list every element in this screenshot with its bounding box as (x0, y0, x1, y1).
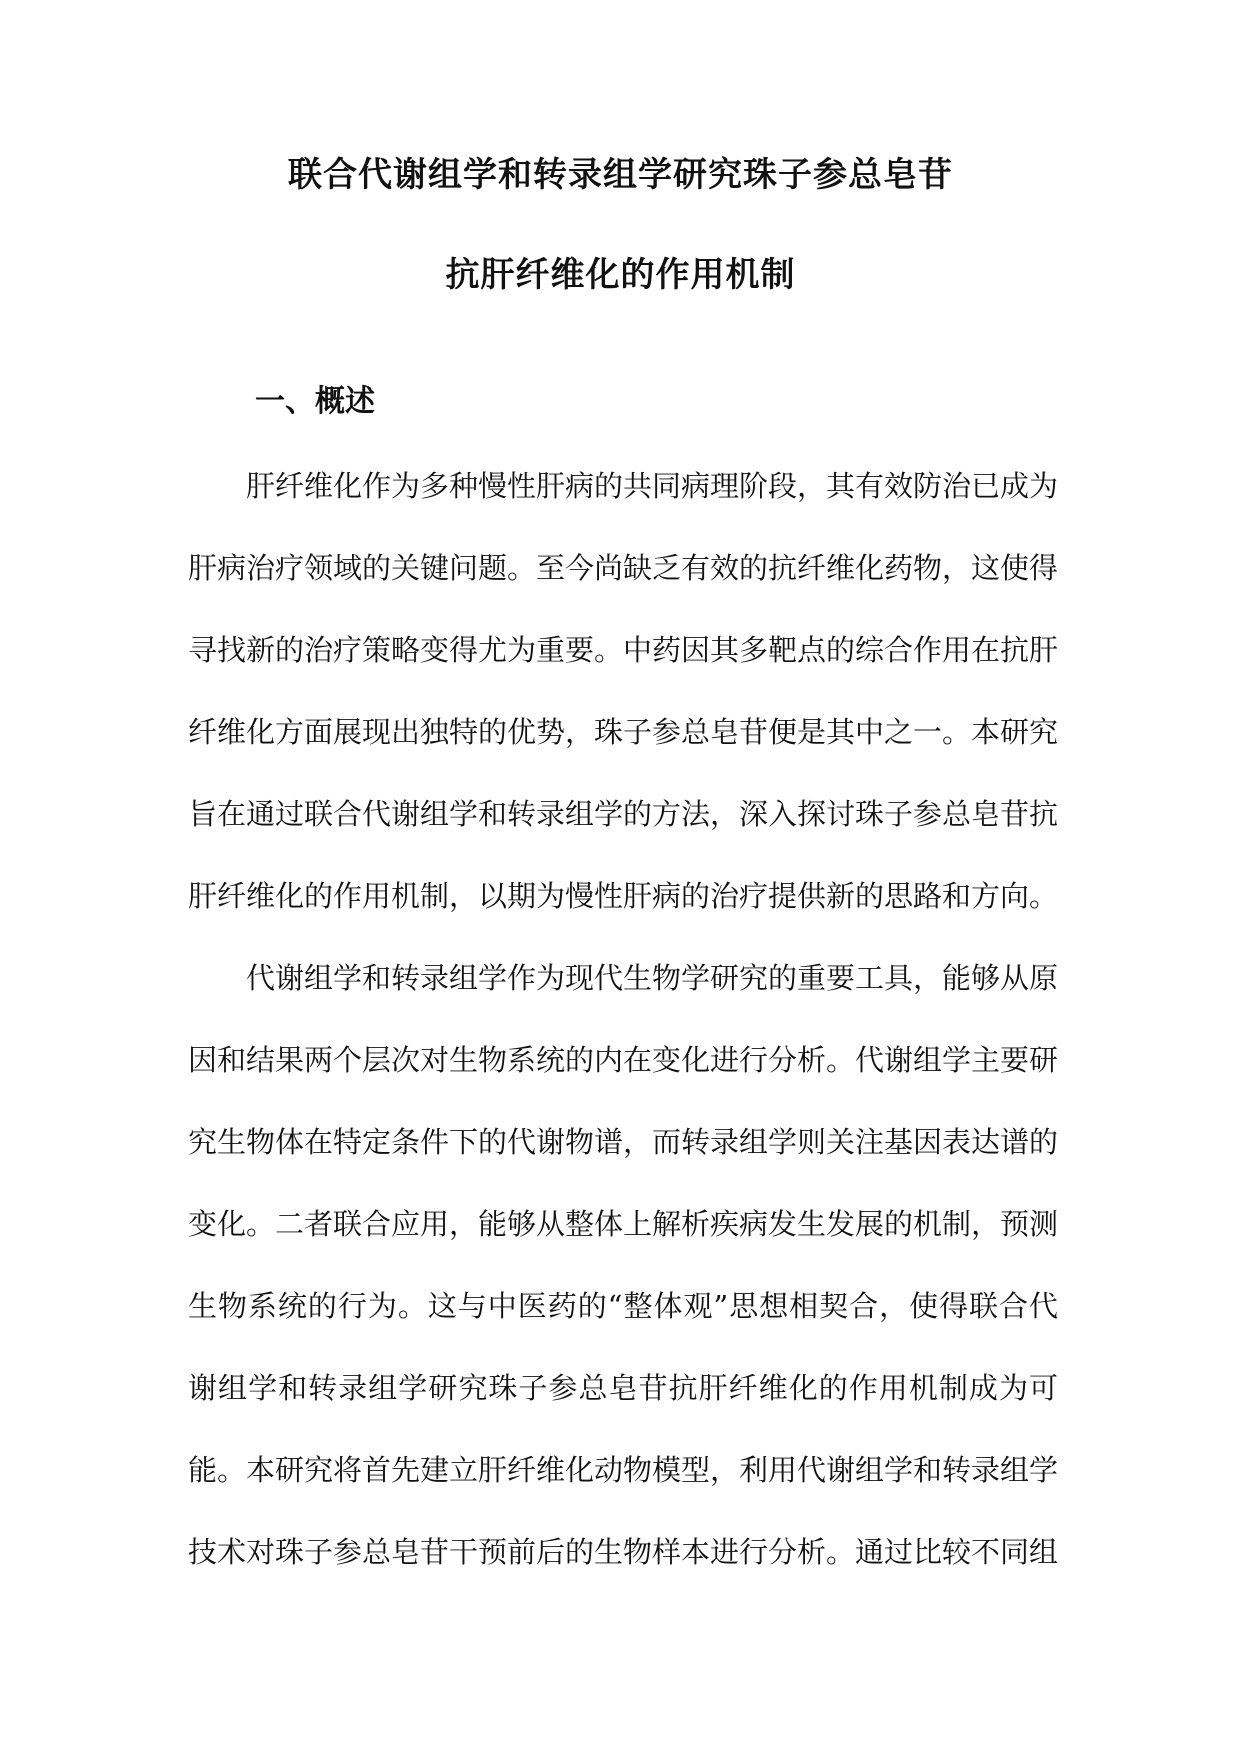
paragraph-line: 肝纤维化作为多种慢性肝病的共同病理阶段，其有效防治已成为 (246, 469, 1059, 503)
paragraph-line: 肝病治疗领域的关键问题。至今尚缺乏有效的抗纤维化药物，这使得 (188, 551, 1059, 585)
paragraph-line: 能。 (188, 1453, 247, 1487)
paragraph-line: 旨在通过联合代谢组学和转录组学的方法，深入探讨珠子参总皂苷抗 (188, 797, 1059, 831)
paragraph-3 (188, 1429, 1058, 1593)
document-title-line-1: 联合代谢组学和转录组学研究珠子参总皂苷 (288, 155, 953, 195)
paragraph-1 (188, 445, 1058, 937)
paragraph-line: 谢组学和转录组学研究珠子参总皂苷抗肝纤维化的作用机制成为可 (188, 1371, 1058, 1405)
paragraph-line: 生物系统的行为。这与中医药的“整体观”思想相契合，使得联合代 (188, 1289, 1058, 1323)
paragraph-line: 寻找新的治疗策略变得尤为重要。中药因其多靶点的综合作用在抗肝 (188, 633, 1059, 667)
paragraph-line: 肝纤维化的作用机制，以期为慢性肝病的治疗提供新的思路和方向。 (188, 879, 1059, 913)
section-heading: 一、概述 (255, 384, 375, 419)
document-title-line-2: 抗肝纤维化的作用机制 (445, 255, 796, 295)
paragraph-line: 究生物体在特定条件下的代谢物谱，而转录组学则关注基因表达谱的 (188, 1125, 1059, 1159)
paragraph-line: 因和结果两个层次对生物系统的内在变化进行分析。代谢组学主要研 (188, 1043, 1059, 1077)
paragraph-line: 变化。二者联合应用，能够从整体上解析疾病发生发展的机制，预测 (188, 1207, 1059, 1241)
paragraph-line: 纤维化方面展现出独特的优势，珠子参总皂苷便是其中之一。本研究 (188, 715, 1059, 749)
paragraph-line: 代谢组学和转录组学作为现代生物学研究的重要工具，能够从原 (246, 961, 1059, 995)
paragraph-2 (188, 937, 1058, 1511)
paragraph-line: 技术对珠子参总皂苷干预前后的生物样本进行分析。通过比较不同组 (188, 1535, 1059, 1569)
paragraph-line: 本研究将首先建立肝纤维化动物模型，利用代谢组学和转录组学 (246, 1453, 1059, 1487)
